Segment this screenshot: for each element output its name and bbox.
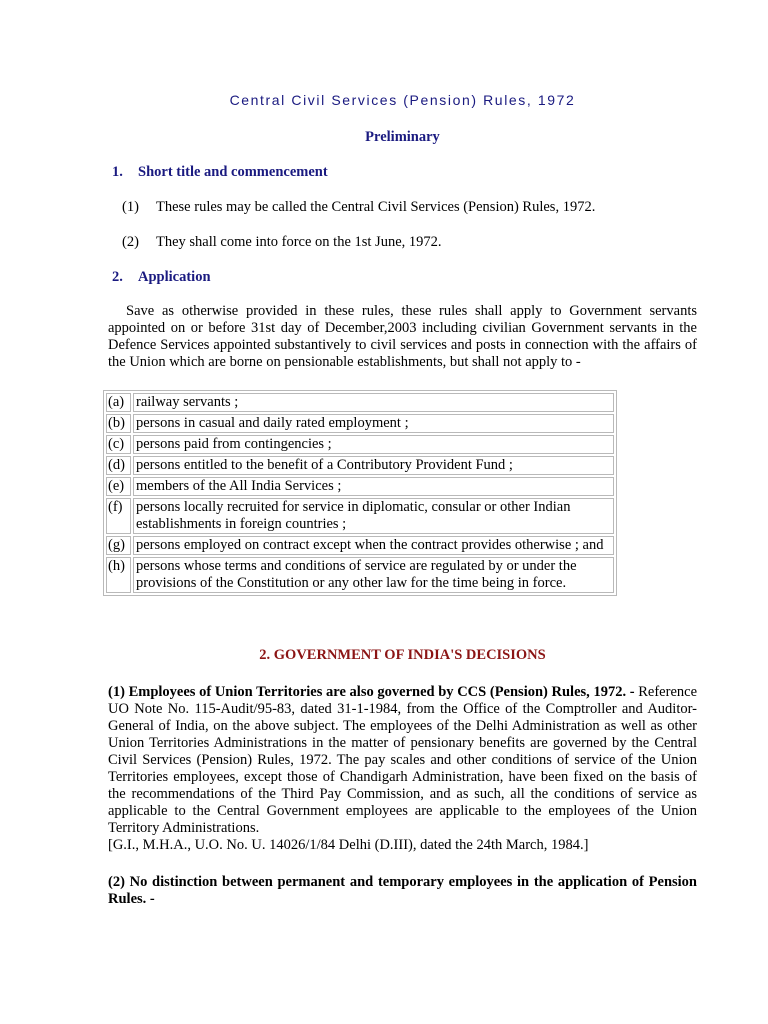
table-row: [106, 456, 614, 475]
table-row: [106, 477, 614, 496]
rule-text: They shall come into force on the 1st June, 1972.: [156, 234, 442, 250]
decision-1-heading: (1) Employees of Union Territories are also governed by CCS (Pension) Rules, 1972. -: [108, 684, 635, 700]
section-1-heading: [112, 164, 328, 181]
section-1-number: 1.: [112, 164, 123, 180]
section-2-number: 2.: [112, 269, 123, 285]
row-label: (h): [106, 557, 131, 593]
row-label: (c): [106, 435, 131, 454]
table-row: [106, 435, 614, 454]
row-text: railway servants ;: [133, 393, 614, 412]
row-label: (b): [106, 414, 131, 433]
row-label: (g): [106, 536, 131, 555]
preliminary-heading: Preliminary: [365, 129, 440, 145]
table-row: [106, 414, 614, 433]
decision-1-citation: [G.I., M.H.A., U.O. No. U. 14026/1/84 Delhi (D.III), dated the 24th March, 1984.]: [108, 837, 589, 853]
decision-1-body: Reference UO Note No. 115-Audit/95-83, dated 31-1-1984, from the Office of the Comptroller and Auditor-General of India, on the above subject. The employees of the Delhi Administration as well as other Union Territories Administrations in the matter of pensionary benefits are governed by the Central Civil Services (Pension) Rules, 1972. The pay scales and other conditions of service of the Union Territories employees, except those of Chandigarh Administration, have been fixed on the basis of the recommendations of the Third Pay Commission, and as such, all the conditions of service as applicable to the Central Government employees are applicable to the employees of the Union Territory Administrations.: [108, 684, 698, 836]
table-row: [106, 557, 614, 593]
rule-1-2: [122, 234, 682, 251]
rule-number: (1): [122, 199, 139, 215]
exclusions-table: [103, 390, 617, 596]
row-text: persons whose terms and conditions of service are regulated by or under the provisions of the Constitution or any other law for the time being in force.: [133, 557, 614, 593]
rule-text: These rules may be called the Central Civil Services (Pension) Rules, 1972.: [156, 199, 596, 215]
row-label: (f): [106, 498, 131, 534]
decision-1: [108, 684, 697, 854]
table-row: [106, 498, 614, 534]
goi-decisions-heading: 2. GOVERNMENT OF INDIA'S DECISIONS: [259, 647, 546, 663]
table-row: [106, 536, 614, 555]
row-text: persons locally recruited for service in diplomatic, consular or other Indian establishments in foreign countries ;: [133, 498, 614, 534]
section-1-title: Short title and commencement: [138, 164, 328, 180]
rule-1-1: [122, 199, 682, 216]
row-text: persons in casual and daily rated employment ;: [133, 414, 614, 433]
row-text: persons paid from contingencies ;: [133, 435, 614, 454]
row-label: (d): [106, 456, 131, 475]
decision-2-heading: (2) No distinction between permanent and temporary employees in the application of Pension Rules. -: [108, 874, 697, 907]
section-2-title: Application: [138, 269, 211, 285]
row-text: members of the All India Services ;: [133, 477, 614, 496]
row-text: persons employed on contract except when the contract provides otherwise ; and: [133, 536, 614, 555]
section-2-heading: [112, 269, 211, 286]
document-title: Central Civil Services (Pension) Rules, 1972: [229, 92, 576, 108]
application-paragraph: Save as otherwise provided in these rules, these rules shall apply to Government servants appointed on or before 31st day of December,2003 including civilian Government servants in the Defence Services appointed substantively to civil services and posts in connection with the affairs of the Union which are borne on pensionable establishments, but shall not apply to -: [108, 303, 697, 370]
table-row: [106, 393, 614, 412]
row-text: persons entitled to the benefit of a Contributory Provident Fund ;: [133, 456, 614, 475]
rule-number: (2): [122, 234, 139, 250]
row-label: (e): [106, 477, 131, 496]
row-label: (a): [106, 393, 131, 412]
